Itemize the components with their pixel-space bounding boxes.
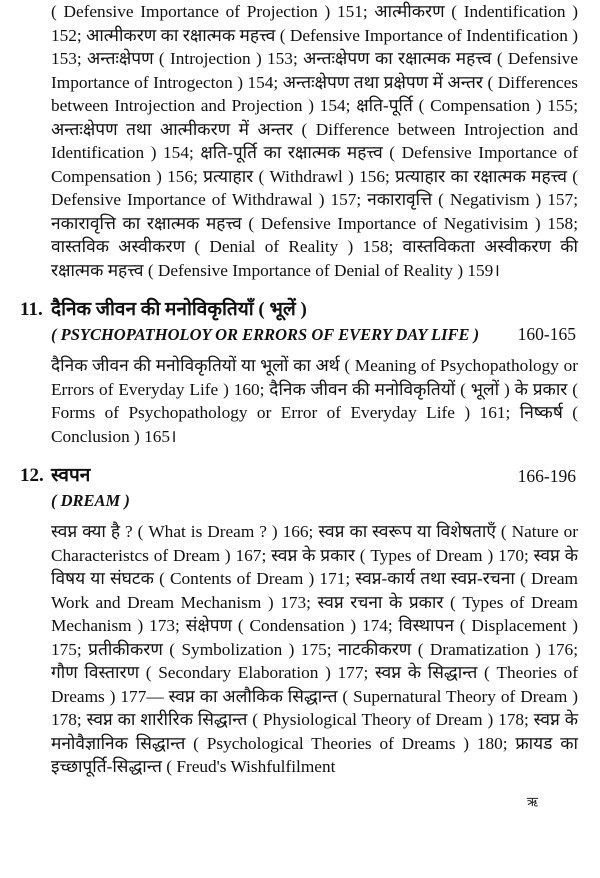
margin-mark: ऋ <box>526 794 538 809</box>
entry-11-body: दैनिक जीवन की मनोविकृतियों या भूलों का अर्थ ( Meaning of Psychopathology or Errors of Everyday Life ) 160; दैनिक जीवन की मनोविकृतियों ( भूलों ) के प्रकार ( Forms of Psychopathology or Error of Everyday Life ) 161; निष्कर्ष ( Conclusion ) 165। <box>51 356 578 446</box>
entry-number: 12. <box>20 465 44 486</box>
entry-11-heading <box>18 298 578 322</box>
entry-12-body: स्वप्न क्या है ? ( What is Dream ? ) 166; स्वप्न का स्वरूप या विशेषताएँ ( Nature or Characteristcs of Dream ) 167; स्वप्न के प्रकार ( Types of Dream ) 170; स्वप्न के विषय या संघटक ( Contents of Dream ) 171; स्वप्न-कार्य तथा स्वप्न-रचना ( Dream Work and Dream Mechanism ) 173; स्वप्न रचना के प्रकार ( Types of Dream Mechanism ) 173; संक्षेपण ( Condensation ) 174; विस्थापन ( Displacement ) 175; प्रतीकीकरण ( Symbolization ) 175; नाटकीकरण ( Dramatization ) 176; गौण विस्तारण ( Secondary Elaboration ) 177; स्वप्न के सिद्धान्त ( Theories of Dreams ) 177— स्वप्न का अलौकिक सिद्धान्त ( Supernatural Theory of Dream ) 178; स्वप्न का शारीरिक सिद्धान्त ( Physiological Theory of Dream ) 178; स्वप्न के मनोवैज्ञानिक सिद्धान्त ( Psychological Theories of Dreams ) 180; फ्रायड का इच्छापूर्ति-सिद्धान्त ( Freud's Wishfulfilment <box>51 522 578 776</box>
entry-title: दैनिक जीवन की मनोविकृतियाँ ( भूलें ) <box>51 299 307 320</box>
entry-page-range: 160-165 <box>517 324 576 344</box>
entry-subtitle: ( PSYCHOPATHOLOY OR ERRORS OF EVERY DAY LIFE ) <box>51 325 480 344</box>
intro-paragraph: ( Defensive Importance of Projection ) 151; आत्मीकरण ( Indentification ) 152; आत्मीकरण का रक्षात्मक महत्त्व ( Defensive Importance of Indentification ) 153; अन्तःक्षेपण ( Introjection ) 153; अन्तःक्षेपण का रक्षात्मक महत्त्व ( Defensive Importance of Introgecton ) 154; अन्तःक्षेपण तथा प्रक्षेपण में अन्तर ( Differences between Introjection and Projection ) 154; क्षति-पूर्ति ( Compensation ) 155; अन्तःक्षेपण तथा आत्मीकरण में अन्तर ( Difference between Introjection and Identification ) 154; क्षति-पूर्ति का रक्षात्मक महत्त्व ( Defensive Importance of Compensation ) 156; प्रत्याहार ( Withdrawl ) 156; प्रत्याहार का रक्षात्मक महत्त्व ( Defensive Importance of Withdrawal ) 157; नकारावृत्ति ( Negativism ) 157; नकारावृत्ति का रक्षात्मक महत्त्व ( Defensive Importance of Negativisim ) 158; वास्तविक अस्वीकरण ( Denial of Reality ) 158; वास्तविकता अस्वीकरण की रक्षात्मक महत्त्व ( Defensive Importance of Denial of Reality ) 159। <box>51 2 578 280</box>
entry-number: 11. <box>20 299 43 320</box>
entry-title: स्वपन <box>51 465 91 486</box>
entry-subtitle: ( DREAM ) <box>51 491 130 510</box>
entry-page-range: 166-196 <box>517 466 576 486</box>
entry-12-heading <box>18 464 578 488</box>
entry-11-subtitle-row <box>18 322 578 347</box>
